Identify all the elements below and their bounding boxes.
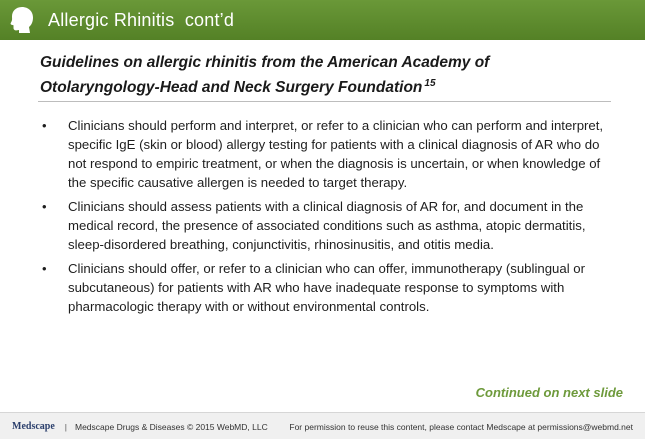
medscape-logo: Medscape: [12, 421, 55, 432]
head-silhouette-icon: [2, 0, 42, 40]
subtitle-text: Guidelines on allergic rhinitis from the American Academy of Otolaryngology-Head and Neck Surgery Foundation: [40, 54, 490, 96]
header-bar: [0, 0, 645, 40]
bullet-text: Clinicians should perform and interpret, or refer to a clinician who can perform and interpret, specific IgE (skin or blood) allergy testing for patients with a clinical diagnosis of AR who do not respond to empiric treatment, or when the diagnosis is uncertain, or when knowledge of the specific causative allergen is needed to target therapy.: [68, 118, 604, 190]
bullet-item: [38, 259, 618, 316]
bullet-marker: •: [42, 118, 47, 133]
divider: [38, 101, 611, 102]
footer-copyright: Medscape Drugs & Diseases © 2015 WebMD, LLC: [75, 421, 268, 432]
bullet-text: Clinicians should assess patients with a clinical diagnosis of AR for, and document in the medical record, the presence of associated conditions such as asthma, atopic dermatitis, sleep-disordered breathing, conjunctivitis, rhinosinusitis, and otitis media.: [68, 199, 586, 252]
slide-subtitle: [40, 52, 600, 98]
bullet-item: [38, 197, 618, 254]
bullet-text: Clinicians should offer, or refer to a clinician who can offer, immunotherapy (sublingual or subcutaneous) for patients with AR who have inadequate response to symptoms with pharmacologic therapy with or without environmental controls.: [68, 261, 586, 314]
continued-note: Continued on next slide: [475, 385, 623, 400]
header-title: Allergic Rhinitis cont’d: [48, 9, 235, 30]
bullet-marker: •: [42, 261, 47, 276]
bullet-item: [38, 116, 618, 192]
bullet-list: [38, 116, 618, 321]
bullet-marker: •: [42, 199, 47, 214]
footer-separator: |: [64, 421, 67, 432]
footer: [0, 412, 645, 439]
reference-superscript: 15: [424, 78, 436, 89]
footer-permission: For permission to reuse this content, please contact Medscape at permissions@webmd.net: [289, 421, 633, 432]
